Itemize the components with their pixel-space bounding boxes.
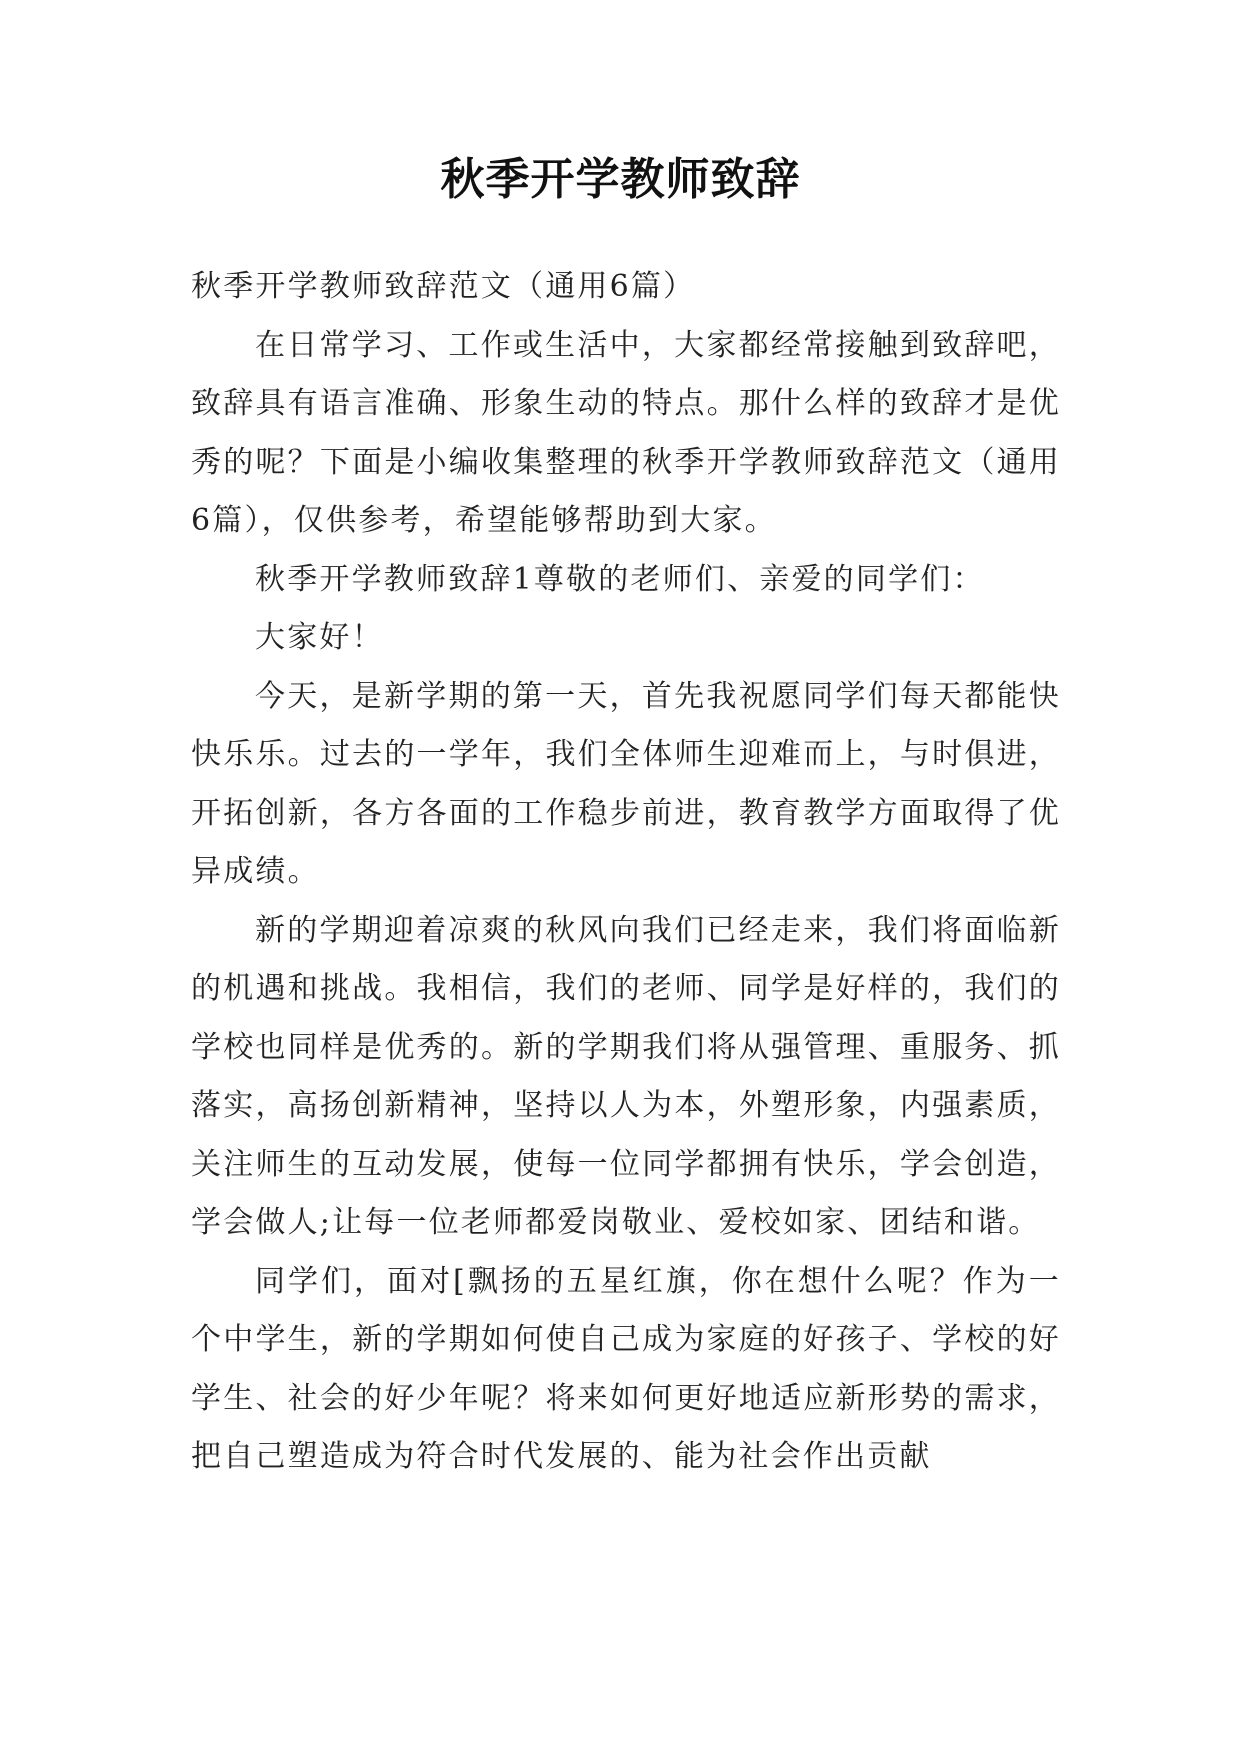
paragraph-intro: 在日常学习、工作或生活中，大家都经常接触到致辞吧，致辞具有语言准确、形象生动的特点。那什么样的致辞才是优秀的呢？下面是小编收集整理的秋季开学教师致辞范文（通用6篇），仅供参考，希望能够帮助到大家。 — [191, 327, 1061, 538]
paragraph-subtitle: 秋季开学教师致辞范文（通用6篇） — [191, 269, 696, 304]
paragraph-salutation: 秋季开学教师致辞1尊敬的老师们、亲爱的同学们： — [255, 561, 985, 597]
document-title: 秋季开学教师致辞 — [440, 154, 801, 205]
paragraph-body: 今天，是新学期的第一天，首先我祝愿同学们每天都能快快乐乐。过去的一学年，我们全体师生迎难而上，与时俱进，开拓创新，各方各面的工作稳步前进，教育教学方面取得了优异成绩。 — [191, 678, 1061, 889]
paragraph-body: 同学们，面对[飘扬的五星红旗，你在想什么呢？作为一个中学生，新的学期如何使自己成为家庭的好孩子、学校的好学生、社会的好少年呢？将来如何更好地适应新形势的需求，把自己塑造成为符合时代发展的、能为社会作出贡献 — [191, 1263, 1061, 1474]
document-body — [191, 258, 1061, 1487]
paragraph-body: 新的学期迎着凉爽的秋风向我们已经走来，我们将面临新的机遇和挑战。我相信，我们的老师、同学是好样的，我们的学校也同样是优秀的。新的学期我们将从强管理、重服务、抓落实，高扬创新精神，坚持以人为本，外塑形象，内强素质，关注师生的互动发展，使每一位同学都拥有快乐，学会创造，学会做人;让每一位老师都爱岗敬业、爱校如家、团结和谐。 — [191, 912, 1061, 1240]
paragraph-greeting: 大家好！ — [255, 620, 384, 655]
